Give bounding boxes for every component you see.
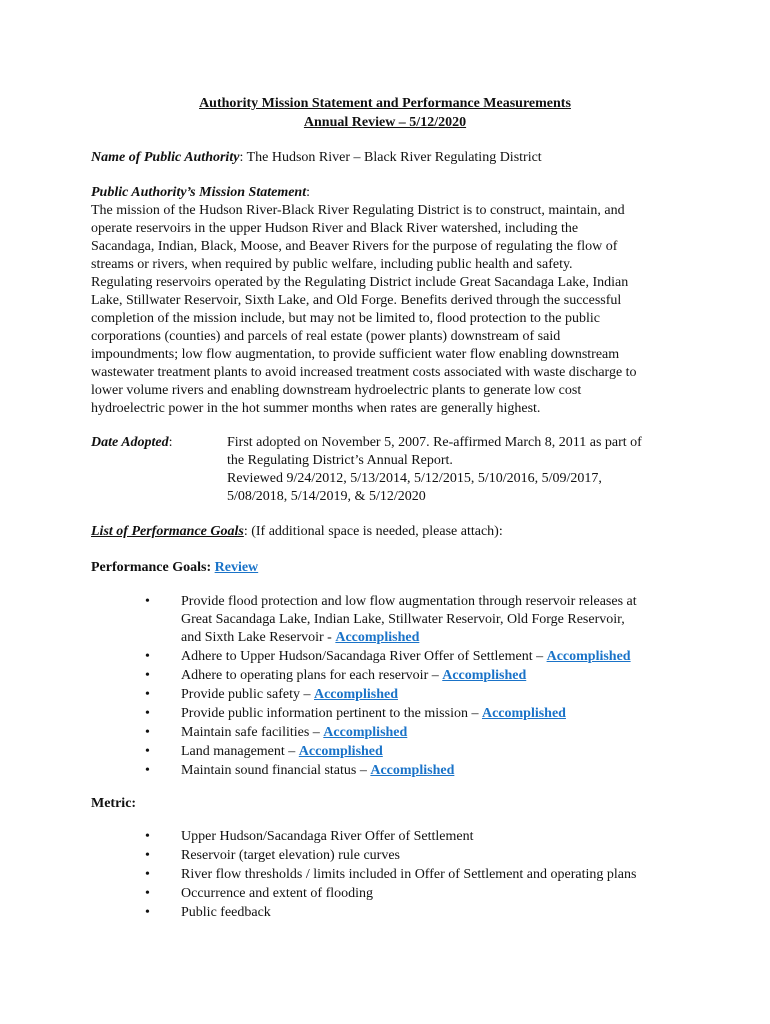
goal-status-link[interactable]: Accomplished <box>335 630 420 645</box>
goal-item-text: Adhere to operating plans for each reservoir – <box>181 668 443 683</box>
mission-heading <box>91 184 310 202</box>
mission-line: wastewater treatment plants to avoid increased treatment costs associated with waste discharge to <box>91 365 637 380</box>
performance-goals-label: Performance Goals: <box>91 560 215 575</box>
date-adopted-label: Date Adopted <box>91 435 169 450</box>
mission-line: Sacandaga, Indian, Black, Moose, and Beaver Rivers for the purpose of regulating the flow of <box>91 239 618 254</box>
goal-item-line <box>181 629 419 647</box>
goal-item-text: Provide public safety – <box>181 687 314 702</box>
mission-line: Regulating reservoirs operated by the Regulating District include Great Sacandaga Lake, Indian <box>91 275 629 290</box>
metric-item: Reservoir (target elevation) rule curves <box>181 848 400 863</box>
goal-status-link[interactable]: Accomplished <box>323 725 408 740</box>
bullet-icon <box>145 828 155 846</box>
goal-item-text: Maintain sound financial status – <box>181 763 371 778</box>
goals-list-label: List of Performance Goals <box>91 524 244 539</box>
mission-line: operate reservoirs in the upper Hudson River and Black River watershed, including the <box>91 221 579 236</box>
goal-item-text: Maintain safe facilities – <box>181 725 324 740</box>
mission-line: The mission of the Hudson River-Black River Regulating District is to construct, maintain, and <box>91 203 625 218</box>
mission-line: Lake, Stillwater Reservoir, Sixth Lake, and Old Forge. Benefits derived through the successful <box>91 293 622 308</box>
mission-line: hydroelectric power in the hot summer months when rates are generally highest. <box>91 401 541 416</box>
mission-colon: : <box>306 185 310 200</box>
goal-item <box>181 705 566 723</box>
document-subtitle: Annual Review – 5/12/2020 <box>303 115 467 130</box>
bullet-icon <box>145 705 155 723</box>
bullet-icon <box>145 686 155 704</box>
metric-item: Upper Hudson/Sacandaga River Offer of Settlement <box>181 829 474 844</box>
bullet-icon <box>145 847 155 865</box>
goals-list-row <box>91 523 503 541</box>
goal-item-text: Adhere to Upper Hudson/Sacandaga River Offer of Settlement – <box>181 649 547 664</box>
goal-item <box>181 724 407 742</box>
bullet-icon <box>145 724 155 742</box>
authority-name-label: Name of Public Authority <box>91 150 240 165</box>
goal-item-line: Great Sacandaga Lake, Indian Lake, Stillwater Reservoir, Old Forge Reservoir, <box>181 612 625 627</box>
goal-item <box>181 667 526 685</box>
goal-status-link[interactable]: Accomplished <box>481 706 566 721</box>
review-link[interactable]: Review <box>214 560 259 575</box>
goal-item <box>181 743 383 761</box>
goal-item <box>181 686 398 704</box>
goal-status-link[interactable]: Accomplished <box>442 668 527 683</box>
mission-line: lower volume rivers and enabling downstream hydroelectric plants to generate low cost <box>91 383 582 398</box>
bullet-icon <box>145 743 155 761</box>
bullet-icon <box>145 866 155 884</box>
date-adopted-line: Reviewed 9/24/2012, 5/13/2014, 5/12/2015, 5/10/2016, 5/09/2017, <box>227 471 602 486</box>
bullet-icon <box>145 762 155 780</box>
performance-goals-heading <box>91 559 258 577</box>
goal-item-text: and Sixth Lake Reservoir - <box>181 630 336 645</box>
goal-status-link[interactable]: Accomplished <box>546 649 631 664</box>
goal-item <box>181 762 454 780</box>
goal-item-text: Land management – <box>181 744 299 759</box>
goal-item-text: Provide public information pertinent to the mission – <box>181 706 482 721</box>
document-title: Authority Mission Statement and Performance Measurements <box>199 96 571 111</box>
goal-status-link[interactable]: Accomplished <box>298 744 383 759</box>
goal-status-link[interactable]: Accomplished <box>370 763 455 778</box>
mission-line: corporations (counties) and parcels of real estate (power plants) downstream of said <box>91 329 561 344</box>
mission-label: Public Authority’s Mission Statement <box>91 185 307 200</box>
mission-line: impoundments; low flow augmentation, to provide sufficient water flow enabling downstream <box>91 347 620 362</box>
bullet-icon <box>145 593 155 611</box>
date-adopted-line: First adopted on November 5, 2007. Re-affirmed March 8, 2011 as part of <box>227 435 642 450</box>
metric-item: Public feedback <box>181 905 271 920</box>
bullet-icon <box>145 904 155 922</box>
metric-heading: Metric: <box>91 796 137 811</box>
metric-item: Occurrence and extent of flooding <box>181 886 374 901</box>
mission-line: streams or rivers, when required by public welfare, including public health and safety. <box>91 257 573 272</box>
metric-item: River flow thresholds / limits included in Offer of Settlement and operating plans <box>181 867 637 882</box>
date-adopted-colon: : <box>168 435 173 450</box>
authority-name-row <box>91 149 542 167</box>
authority-name-value: : The Hudson River – Black River Regulating District <box>239 150 542 165</box>
date-adopted-line: 5/08/2018, 5/14/2019, & 5/12/2020 <box>227 489 426 504</box>
date-adopted-line: the Regulating District’s Annual Report. <box>227 453 453 468</box>
goal-item <box>181 648 631 666</box>
date-adopted-label-row <box>91 434 173 452</box>
bullet-icon <box>145 667 155 685</box>
bullet-icon <box>145 885 155 903</box>
mission-line: completion of the mission include, but may not be limited to, flood protection to the public <box>91 311 600 326</box>
bullet-icon <box>145 648 155 666</box>
goal-item-line: Provide flood protection and low flow augmentation through reservoir releases at <box>181 594 637 609</box>
goal-status-link[interactable]: Accomplished <box>313 687 398 702</box>
goals-list-note: : (If additional space is needed, please attach): <box>243 524 503 539</box>
